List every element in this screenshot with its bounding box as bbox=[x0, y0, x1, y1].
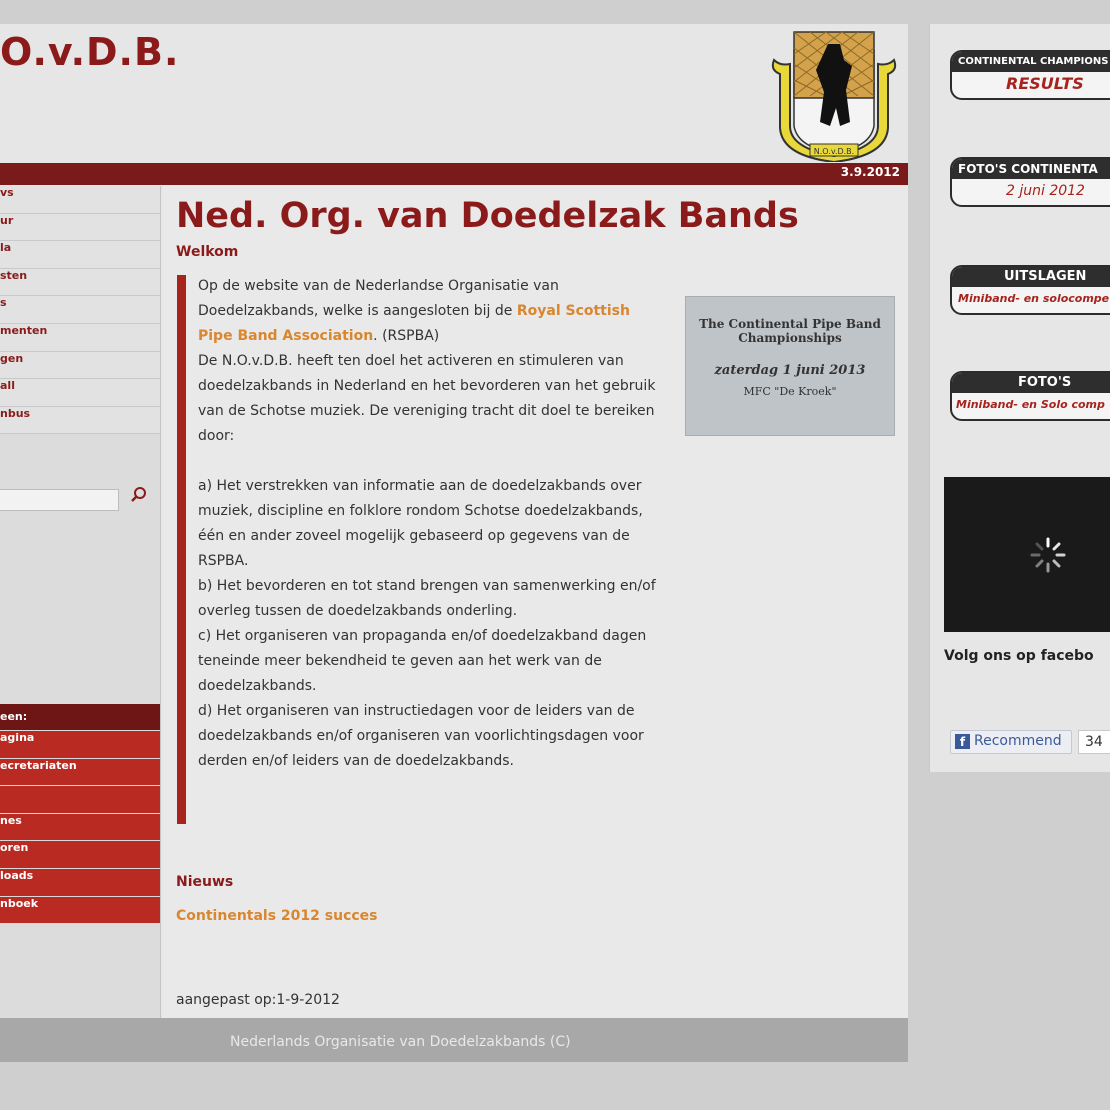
main-nav bbox=[0, 186, 160, 434]
left-column bbox=[0, 186, 161, 1018]
nav-item[interactable]: vs bbox=[0, 186, 160, 214]
section-item[interactable] bbox=[0, 786, 160, 814]
section-item[interactable]: oren bbox=[0, 841, 160, 869]
section-item[interactable]: agina bbox=[0, 731, 160, 759]
section-item[interactable]: ecretariaten bbox=[0, 759, 160, 787]
recommend-label: Recommend bbox=[974, 733, 1062, 749]
sidebar-box-results-mini[interactable] bbox=[950, 265, 1110, 315]
page bbox=[0, 24, 908, 1062]
sidebar-box-sub: RESULTS bbox=[1006, 74, 1084, 93]
goal-paragraph: De N.O.v.D.B. heeft ten doel het activeren en stimuleren van doedelzakbands in Nederland en het bevorderen van het gebruik van de Schotse muziek. De vereniging tracht dit doel te bereiken door: bbox=[198, 353, 656, 444]
section-item[interactable]: nes bbox=[0, 814, 160, 842]
section-item[interactable]: loads bbox=[0, 869, 160, 897]
last-modified: aangepast op:1-9-2012 bbox=[176, 992, 340, 1008]
intro-paragraph bbox=[198, 274, 668, 349]
goal-item-a: a) Het verstrekken van informatie aan de doedelzakbands over muziek, discipline en folklore rondom Schotse doedelzakbands, één en ander zoveel mogelijk gebaseerd op gegevens van de RSPBA. bbox=[198, 478, 643, 569]
nav-item[interactable]: gen bbox=[0, 352, 160, 380]
sidebar-box-sub: 2 juni 2012 bbox=[1006, 183, 1085, 199]
nav-item[interactable]: menten bbox=[0, 324, 160, 352]
site-title[interactable]: O.v.D.B. bbox=[0, 30, 180, 74]
goal-item-d: d) Het organiseren van instructiedagen voor de leiders van de doedelzakbands en/of organiseren van voorlichtingsdagen voor derden en/of leiders van de doedelzakbands. bbox=[198, 703, 644, 769]
nav-item[interactable]: la bbox=[0, 241, 160, 269]
nav-item[interactable]: nbus bbox=[0, 407, 160, 435]
video-player[interactable] bbox=[944, 477, 1110, 632]
facebook-icon: f bbox=[955, 734, 970, 749]
facebook-follow-text: Volg ons op facebo bbox=[944, 648, 1094, 664]
top-bar bbox=[0, 163, 908, 185]
search-input[interactable] bbox=[0, 489, 119, 511]
rspba-link[interactable]: Royal Scottish Pipe Band Association bbox=[198, 303, 630, 344]
welcome-heading: Welkom bbox=[176, 244, 239, 260]
intro-text bbox=[198, 274, 668, 774]
nav-item[interactable]: sten bbox=[0, 269, 160, 297]
nav-item[interactable]: s bbox=[0, 296, 160, 324]
goal-item-b: b) Het bevorderen en tot stand brengen van samenwerking en/of overleg tussen de doedelzakbands onderling. bbox=[198, 578, 656, 619]
sidebar-box-header: FOTO'S bbox=[952, 373, 1110, 393]
sidebar-box-header: FOTO'S CONTINENTA bbox=[952, 159, 1110, 179]
news-heading: Nieuws bbox=[176, 874, 234, 890]
championship-poster[interactable] bbox=[685, 296, 895, 436]
sidebar-box-header: UITSLAGEN bbox=[952, 267, 1110, 287]
search-icon[interactable] bbox=[130, 486, 148, 504]
page-title: Ned. Org. van Doedelzak Bands bbox=[176, 196, 799, 236]
spacer bbox=[198, 449, 668, 474]
footer bbox=[0, 1018, 908, 1062]
sidebar-box-results[interactable] bbox=[950, 50, 1110, 100]
date-label: 3.9.2012 bbox=[840, 165, 900, 179]
section-item[interactable]: nboek bbox=[0, 897, 160, 925]
quote-bar bbox=[177, 275, 186, 824]
section-heading: een: bbox=[0, 704, 160, 730]
news-link[interactable]: Continentals 2012 succes bbox=[176, 908, 378, 924]
sidebar-box-sub: Miniband- en solocompe bbox=[958, 292, 1110, 305]
loading-spinner-icon bbox=[1028, 535, 1068, 575]
section-list bbox=[0, 731, 160, 924]
sidebar-box-header: CONTINENTAL CHAMPIONS bbox=[952, 52, 1110, 72]
poster-date: zaterdag 1 juni 2013 bbox=[714, 363, 866, 378]
sidebar-box-photos-mini[interactable] bbox=[950, 371, 1110, 421]
right-sidebar bbox=[929, 24, 1110, 772]
sidebar-box-sub: Miniband- en Solo comp bbox=[956, 398, 1105, 411]
main-content bbox=[163, 186, 908, 1018]
poster-venue: MFC "De Kroek" bbox=[743, 385, 837, 398]
poster-title: The Continental Pipe Band Championships bbox=[699, 317, 881, 345]
sidebar-box-photos-continental[interactable] bbox=[950, 157, 1110, 207]
goal-item-c: c) Het organiseren van propaganda en/of doedelzakband dagen teneinde meer bekendheid te geven aan het werk van de doedelzakbands. bbox=[198, 628, 647, 694]
facebook-recommend-button[interactable] bbox=[950, 730, 1072, 754]
nav-item[interactable]: ur bbox=[0, 214, 160, 242]
nav-item[interactable]: all bbox=[0, 379, 160, 407]
footer-text: Nederlands Organisatie van Doedelzakbands (C) bbox=[230, 1034, 571, 1050]
recommend-count: 34 bbox=[1078, 730, 1110, 754]
crest-logo[interactable] bbox=[766, 30, 902, 162]
intro-text-2: . (RSPBA) bbox=[373, 328, 440, 344]
intro-text-1: Op de website van de Nederlandse Organisatie van Doedelzakbands, welke is aangesloten bij de bbox=[198, 278, 559, 319]
logo-banner-text: N.O.v.D.B. bbox=[813, 147, 855, 156]
